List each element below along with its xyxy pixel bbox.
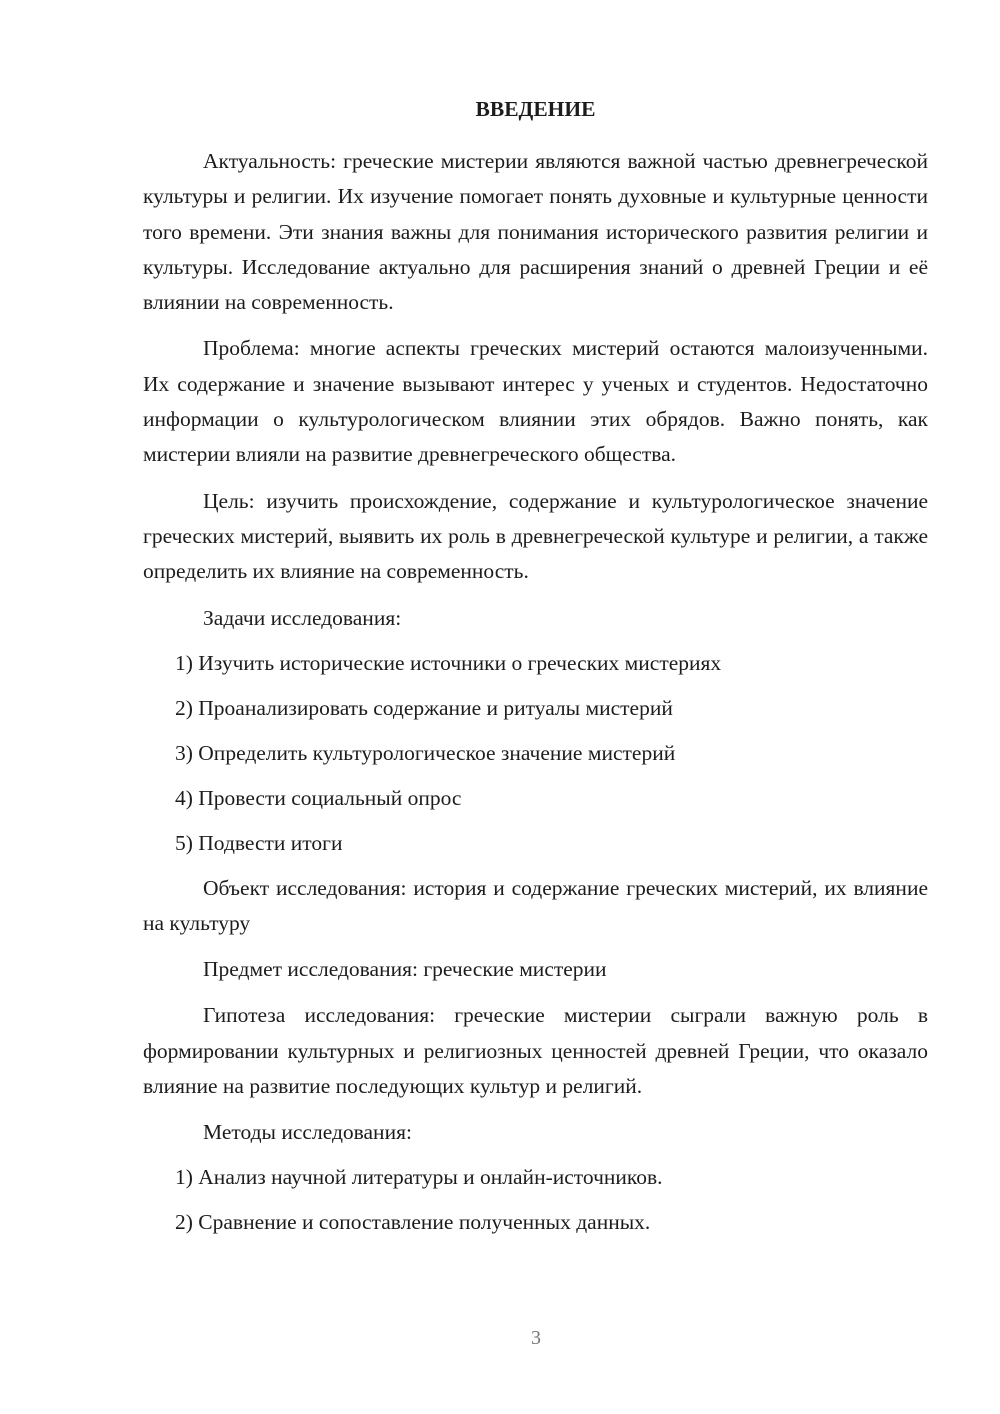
- list-item: 4) Провести социальный опрос: [175, 785, 462, 810]
- list-item: 3) Определить культурологическое значение мистерий: [175, 740, 676, 765]
- list-item: 1) Изучить исторические источники о греческих мистериях: [175, 650, 722, 675]
- goal-paragraph: Цель: изучить происхождение, содержание и культурологическое значение греческих мистерий, выявить их роль в древнегреческой культуре и религии, а также определить их влияние на современность.: [143, 488, 928, 584]
- page-number: 3: [531, 1327, 541, 1349]
- problem-paragraph: Проблема: многие аспекты греческих мистерий остаются малоизученными. Их содержание и значение вызывают интерес у ученых и студентов. Недостаточно информации о культурологическом влиянии этих обрядов. Важно понять, как мистерии влияли на развитие древнегреческого общества.: [143, 336, 928, 467]
- relevance-paragraph: Актуальность: греческие мистерии являются важной частью древнегреческой культуры и религии. Их изучение помогает понять духовные и культурные ценности того времени. Эти знания важны для понимания исторического развития религии и культуры. Исследование актуально для расширения знаний о древней Греции и её влиянии на современность.: [143, 149, 928, 315]
- object-paragraph: Объект исследования: история и содержание греческих мистерий, их влияние на культуру: [143, 875, 928, 935]
- methods-list: [143, 1160, 928, 1240]
- hypothesis-paragraph: Гипотеза исследования: греческие мистерии сыграли важную роль в формировании культурных и религиозных ценностей древней Греции, что оказало влияние на развитие последующих культур и религий.: [143, 1003, 928, 1099]
- list-item: 2) Проанализировать содержание и ритуалы мистерий: [175, 695, 673, 720]
- methods-heading: Методы исследования:: [203, 1120, 412, 1145]
- list-item: 5) Подвести итоги: [175, 830, 343, 855]
- list-item: 1) Анализ научной литературы и онлайн-источников.: [175, 1165, 663, 1190]
- document-page: [143, 92, 928, 1250]
- list-item: 2) Сравнение и сопоставление полученных данных.: [175, 1210, 651, 1235]
- tasks-heading: Задачи исследования:: [203, 605, 402, 630]
- subject-paragraph: Предмет исследования: греческие мистерии: [203, 957, 607, 982]
- section-title: ВВЕДЕНИЕ: [475, 97, 596, 121]
- tasks-list: [143, 646, 928, 861]
